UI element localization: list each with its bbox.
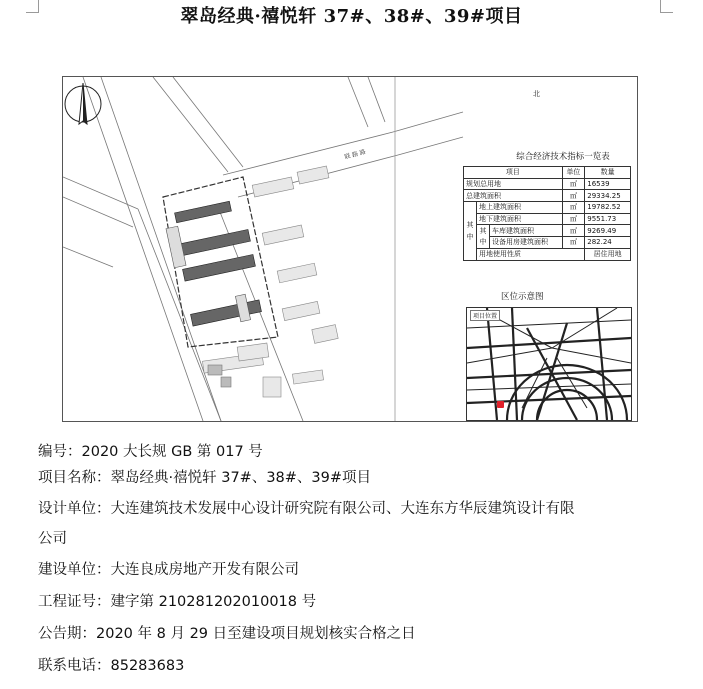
info-project-name xyxy=(38,466,371,487)
info-designer-continued: 公司 xyxy=(38,531,67,547)
table-row xyxy=(464,248,631,260)
table-row xyxy=(464,213,631,225)
table-row xyxy=(464,202,631,214)
info-builder xyxy=(38,558,299,579)
row-unit: ㎡ xyxy=(562,237,585,249)
economic-indicator-table xyxy=(463,166,631,261)
info-label: 建设单位： xyxy=(38,562,111,578)
project-location-marker xyxy=(497,401,504,408)
group-char: 中 xyxy=(466,232,474,241)
site-plan-drawing xyxy=(62,76,638,422)
info-value: 大连良成房地产开发有限公司 xyxy=(110,562,299,578)
row-qty: 9551.73 xyxy=(585,213,631,225)
table-row xyxy=(464,237,631,249)
group-char: 其 xyxy=(466,220,474,229)
row-item: 总建筑面积 xyxy=(464,190,563,202)
row-unit: ㎡ xyxy=(562,225,585,237)
row-item: 规划总用地 xyxy=(464,178,563,190)
location-map-roads xyxy=(467,308,631,420)
north-arrow-icon xyxy=(63,77,103,127)
row-qty: 282.24 xyxy=(585,237,631,249)
group-char: 其 xyxy=(479,226,487,235)
row-item: 设备用房建筑面积 xyxy=(490,237,563,249)
table-row xyxy=(464,178,631,190)
north-label: 北 xyxy=(533,90,540,98)
row-qty: 9269.49 xyxy=(585,225,631,237)
row-qty: 居住用地 xyxy=(585,248,631,260)
header-unit: 单位 xyxy=(562,167,585,179)
row-qty: 29334.25 xyxy=(585,190,631,202)
row-item: 用地使用性质 xyxy=(477,248,585,260)
row-item: 地上建筑面积 xyxy=(477,202,563,214)
row-qty: 19782.52 xyxy=(585,202,631,214)
info-value: 大连建筑技术发展中心设计研究院有限公司、大连东方华辰建筑设计有限 xyxy=(110,501,575,517)
group-label xyxy=(464,202,477,260)
info-value: 2020 大长规 GB 第 017 号 xyxy=(81,444,263,460)
header-item: 项目 xyxy=(464,167,563,179)
table-row xyxy=(464,225,631,237)
info-label: 联系电话： xyxy=(38,658,111,674)
info-permit xyxy=(38,590,316,611)
info-label: 设计单位： xyxy=(38,501,111,517)
info-value: 2020 年 8 月 29 日至建设项目规划核实合格之日 xyxy=(96,626,416,642)
row-unit: ㎡ xyxy=(562,202,585,214)
row-item: 地下建筑面积 xyxy=(477,213,563,225)
info-label: 编号： xyxy=(38,444,82,460)
table-row xyxy=(464,190,631,202)
info-phone xyxy=(38,654,184,675)
info-label: 公告期： xyxy=(38,626,96,642)
row-item: 车库建筑面积 xyxy=(490,225,563,237)
row-unit: ㎡ xyxy=(562,213,585,225)
info-label: 工程证号： xyxy=(38,594,111,610)
indicator-table-title: 综合经济技术指标一览表 xyxy=(516,152,610,162)
row-unit: ㎡ xyxy=(562,190,585,202)
table-header-row xyxy=(464,167,631,179)
header-qty: 数量 xyxy=(585,167,631,179)
location-map-legend: 项目位置 xyxy=(470,310,500,321)
info-designer xyxy=(38,497,575,518)
info-value: 85283683 xyxy=(110,658,185,674)
info-label: 项目名称： xyxy=(38,470,111,486)
info-number xyxy=(38,440,263,461)
info-value: 翠岛经典·禧悦轩 37#、38#、39#项目 xyxy=(110,470,372,486)
location-map xyxy=(466,307,632,421)
group-char: 中 xyxy=(479,237,487,246)
road-label: 联 路 路 xyxy=(343,148,367,161)
location-map-title: 区位示意图 xyxy=(501,292,544,302)
page-title: 翠岛经典·禧悦轩 37#、38#、39#项目 xyxy=(180,6,523,27)
info-notice-period xyxy=(38,622,416,643)
info-value: 建字第 210281202010018 号 xyxy=(110,594,317,610)
row-unit: ㎡ xyxy=(562,178,585,190)
row-qty: 16539 xyxy=(585,178,631,190)
sub-group-label xyxy=(477,225,490,248)
